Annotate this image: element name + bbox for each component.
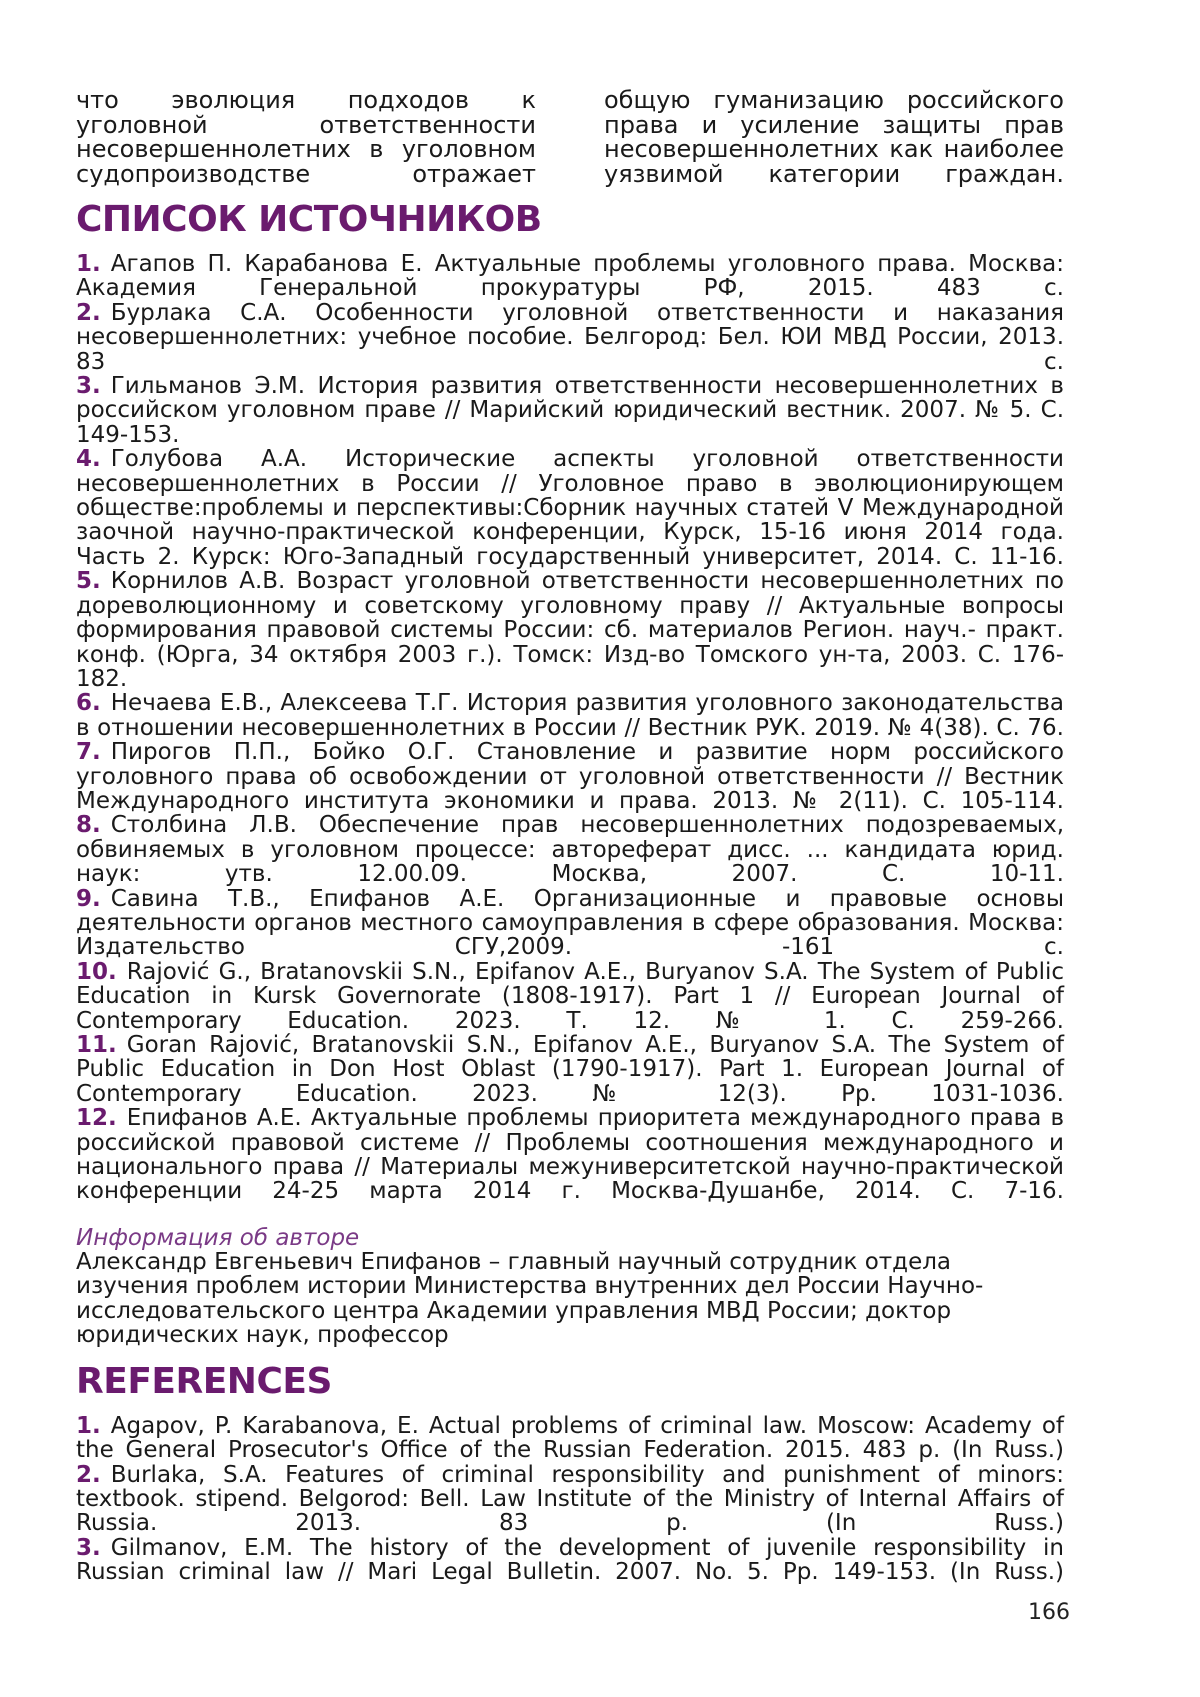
intro-right-column: общую гуманизацию российского права и усиление защиты прав несовершеннолетних как наиболее уязвимой категории граждан.	[604, 86, 1064, 188]
item-number: 6.	[76, 690, 101, 717]
list-item	[76, 1414, 1064, 1463]
sources-heading: СПИСОК ИСТОЧНИКОВ	[76, 199, 542, 240]
list-item	[76, 813, 1064, 886]
item-number: 5.	[76, 568, 101, 595]
item-text: Нечаева Е.В., Алексеева Т.Г. История развития уголовного законодательства в отношении несовершеннолетних в России // Вестник РУК. 2019. № 4(38). С. 76.	[76, 690, 1064, 741]
author-text: Александр Евгеньевич Епифанов – главный научный сотрудник отдела изучения проблем истории Министерства внутренних дел России Научно-исследовательского центра Академии управления МВД России; доктор юридических наук, профессор	[76, 1248, 984, 1349]
item-text: Пирогов П.П., Бойко О.Г. Становление и развитие норм российского уголовного права об освобождении от уголовной ответственности // Вестник Международного института экономики и права. 2013. № 2(11). С. 105-114.	[76, 739, 1064, 814]
item-number: 3.	[76, 373, 101, 400]
list-item	[76, 960, 1064, 1033]
author-label: Информация об авторе	[76, 1224, 360, 1251]
item-text: Agapov, P. Karabanova, E. Actual problems of criminal law. Moscow: Academy of the General Prosecutor's Office of the Russian Federation. 2015. 483 p. (In Russ.)	[76, 1412, 1064, 1464]
item-text: Голубова А.А. Исторические аспекты уголовной ответственности несовершеннолетних в России // Уголовное право в эволюционирующем обществе:проблемы и перспективы:Сборник научных статей V Международной заочной научно-практической конференции, Курск, 15-16 июня 2014 года. Часть 2. Курск: Юго-Западный государственный университет, 2014. С. 11-16.	[76, 446, 1064, 570]
item-number: 9.	[76, 885, 101, 912]
item-text: Бурлака С.А. Особенности уголовной ответственности и наказания несовершеннолетних: учебное пособие. Белгород: Бел. ЮИ МВД России, 2013. 83 с.	[76, 299, 1064, 375]
item-number: 4.	[76, 446, 101, 473]
list-item	[76, 301, 1064, 374]
list-item	[76, 252, 1064, 301]
list-item	[76, 1106, 1064, 1204]
item-number: 12.	[76, 1105, 117, 1132]
item-text: Гильманов Э.М. История развития ответственности несовершеннолетних в российском уголовном праве // Марийский юридический вестник. 2007. № 5. С. 149-153.	[76, 373, 1064, 448]
item-text: Goran Rajović, Bratanovskii S.N., Epifanov A.E., Buryanov S.A. The System of Public Education in Don Host Oblast (1790-1917). Part 1. European Journal of Contemporary Education. 2023. № 12(3). Pp. 1031-1036.	[76, 1032, 1064, 1107]
list-item	[76, 1463, 1064, 1536]
item-text: Савина Т.В., Епифанов А.Е. Организационные и правовые основы деятельности органов местного самоуправления в сфере образования. Москва: Издательство СГУ,2009. -161 с.	[76, 885, 1064, 961]
item-number: 2.	[76, 299, 101, 326]
references-list	[76, 1414, 1064, 1585]
list-item	[76, 691, 1064, 740]
item-number: 1.	[76, 251, 101, 277]
item-number: 7.	[76, 739, 101, 766]
item-number: 1.	[76, 1412, 101, 1439]
list-item	[76, 447, 1064, 569]
item-text: Rajović G., Bratanovskii S.N., Epifanov A.E., Buryanov S.A. The System of Public Education in Kursk Governorate (1808-1917). Part 1 // European Journal of Contemporary Education. 2023. Т. 12. № 1. С. 259-266.	[76, 958, 1064, 1034]
article-page	[76, 88, 1064, 1585]
page-number: 166	[1028, 1600, 1070, 1625]
item-number: 11.	[76, 1032, 117, 1058]
item-text: Gilmanov, E.M. The history of the development of juvenile responsibility in Russian criminal law // Mari Legal Bulletin. 2007. No. 5. Pp. 149-153. (In Russ.)	[76, 1534, 1064, 1586]
list-item	[76, 740, 1064, 813]
intro-columns	[76, 88, 1064, 186]
list-item	[76, 374, 1064, 447]
item-text: Епифанов А.Е. Актуальные проблемы приоритета международного права в российской правовой системе // Проблемы соотношения международного и национального права // Материалы межуниверситетской научно-практической конференции 24-25 марта 2014 г. Москва-Душанбе, 2014. С. 7-16.	[76, 1105, 1064, 1205]
item-number: 2.	[76, 1461, 101, 1488]
references-heading: REFERENCES	[76, 1360, 332, 1402]
intro-left-column: что эволюция подходов к уголовной ответственности несовершеннолетних в уголовном судопроизводстве отражает	[76, 86, 536, 188]
item-number: 10.	[76, 958, 117, 985]
sources-list	[76, 252, 1064, 1204]
item-text: Корнилов А.В. Возраст уголовной ответственности несовершеннолетних по дореволюционному и советскому уголовному праву // Актуальные вопросы формирования правовой системы России: сб. материалов Регион. науч.- практ. конф. (Юрга, 34 октября 2003 г.). Томск: Изд-во Томского ун-та, 2003. С. 176-182.	[76, 568, 1064, 692]
list-item	[76, 1536, 1064, 1585]
list-item	[76, 887, 1064, 960]
list-item	[76, 569, 1064, 691]
list-item	[76, 1033, 1064, 1106]
item-text: Burlaka, S.A. Features of criminal responsibility and punishment of minors: textbook. stipend. Belgorod: Bell. Law Institute of the Ministry of Internal Affairs of Russia. 2013. 83 p. (In Russ.)	[76, 1461, 1064, 1537]
item-text: Агапов П. Карабанова Е. Актуальные проблемы уголовного права. Москва: Академия Генеральной прокуратуры РФ, 2015. 483 с.	[76, 251, 1064, 302]
item-text: Столбина Л.В. Обеспечение прав несовершеннолетних подозреваемых, обвиняемых в уголовном процессе: автореферат дисс. ... кандидата юрид. наук: утв. 12.00.09. Москва, 2007. С. 10-11.	[76, 812, 1064, 888]
item-number: 3.	[76, 1534, 101, 1561]
author-info	[76, 1226, 1064, 1348]
item-number: 8.	[76, 812, 101, 839]
